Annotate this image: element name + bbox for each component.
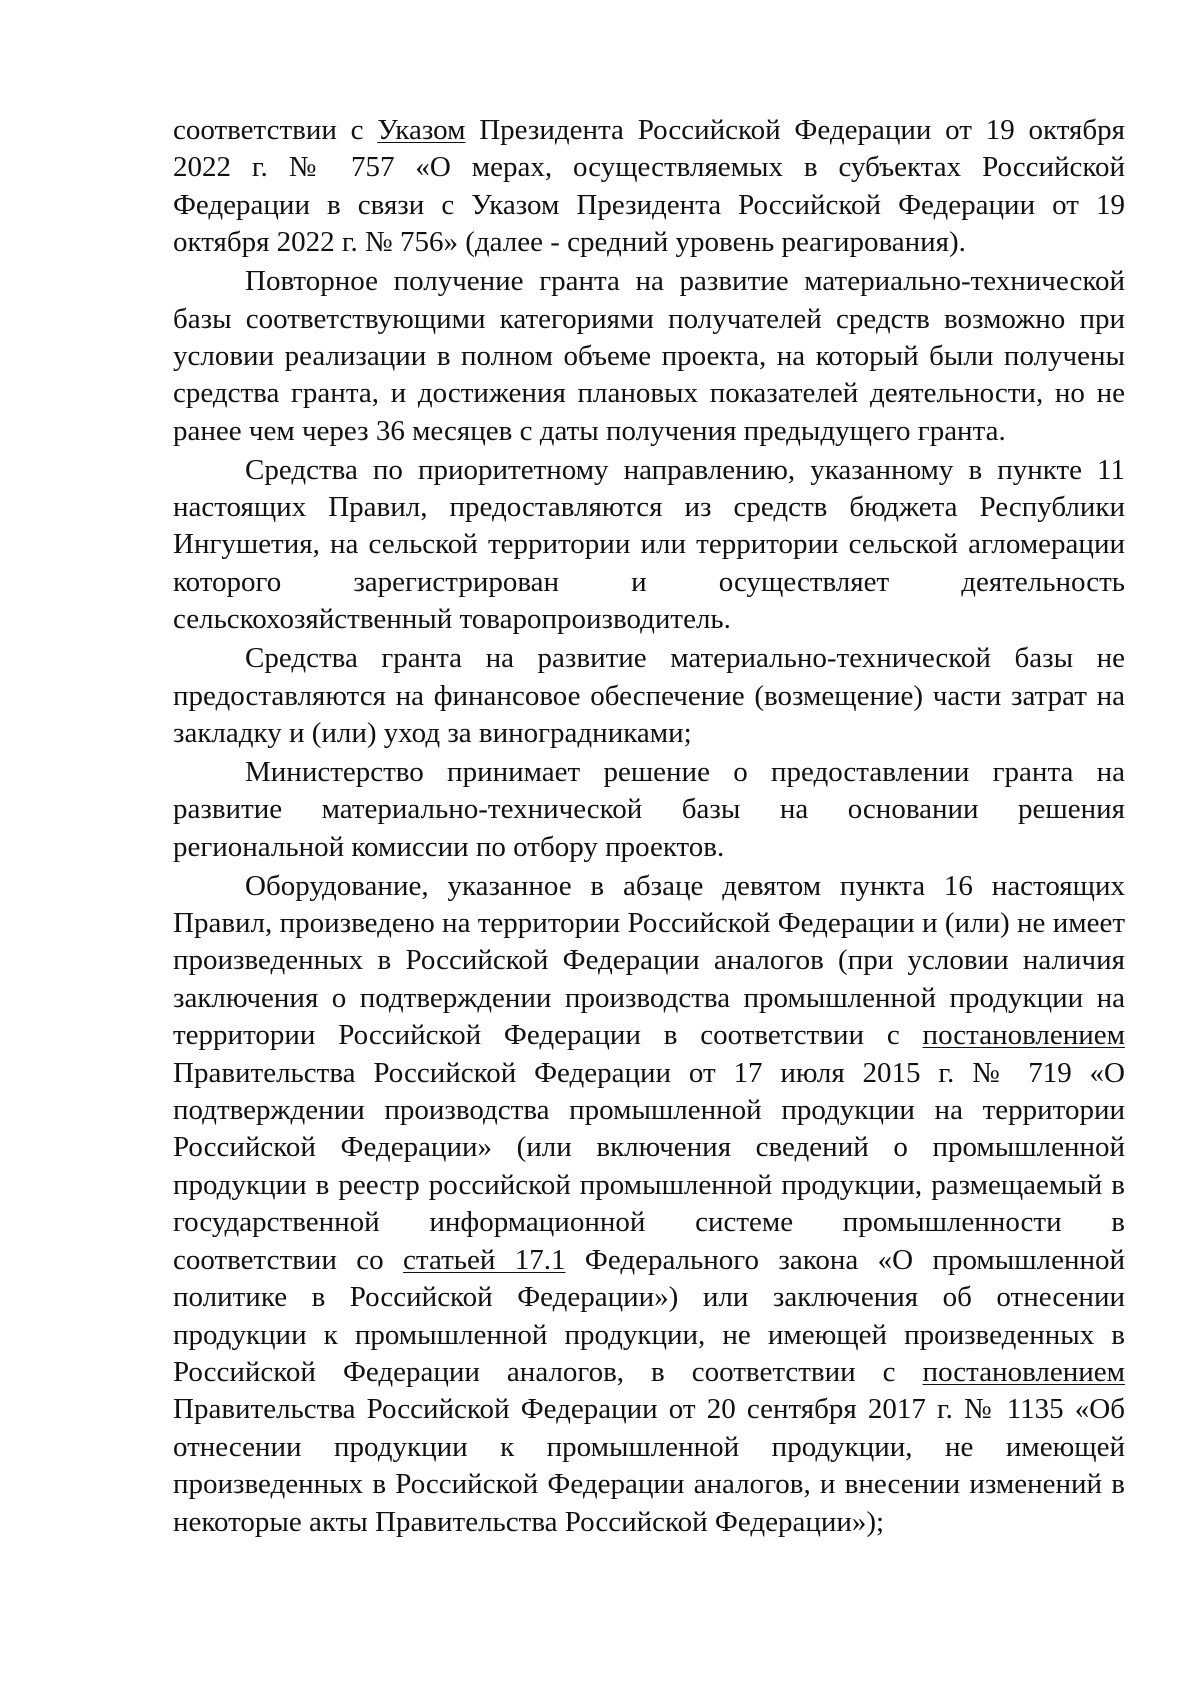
paragraph bbox=[173, 112, 1125, 262]
paragraph bbox=[173, 640, 1125, 752]
article-link[interactable]: статьей 17.1 bbox=[403, 1243, 566, 1276]
paragraph-text: Президента Российской Федерации от 19 октября 2022 г. № 757 «О мерах, осуществляемых в субъектах Российской Федерации в связи с Указом Президента Российской Федерации от 19 октября 2022 г. № 756» (далее - средний уровень реагирования). bbox=[173, 114, 1125, 259]
paragraph-text: Средства гранта на развитие материально-технической базы не предоставляются на финансовое обеспечение (возмещение) части затрат на закладку и (или) уход за виноградниками; bbox=[173, 642, 1125, 749]
paragraph-text: Оборудование, указанное в абзаце девятом пункта 16 настоящих Правил, произведено на территории Российской Федерации и (или) не имеет произведенных в Российской Федерации аналогов (при условии наличия заключения о подтверждении производства промышленной продукции на территории Российской Федерации в соответствии с bbox=[173, 869, 1125, 1052]
paragraph bbox=[173, 754, 1125, 866]
paragraph-text: Правительства Российской Федерации от 20 сентября 2017 г. № 1135 «Об отнесении продукции к промышленной продукции, не имеющей произведенных в Российской Федерации аналогов, и внесении изменений в некоторые акты Правительства Российской Федерации»); bbox=[173, 1393, 1125, 1538]
paragraph bbox=[173, 263, 1125, 450]
paragraph-text: Правительства Российской Федерации от 17 июля 2015 г. № 719 «О подтверждении производства промышленной продукции на территории Российской Федерации» (или включения сведений о промышленной продукции в реестр российской промышленной продукции, размещаемый в государственной информационной системе промышленности в соответствии со bbox=[173, 1056, 1125, 1276]
resolution-link[interactable]: постановлением bbox=[922, 1019, 1125, 1052]
resolution-link[interactable]: постановлением bbox=[922, 1355, 1125, 1388]
paragraph-text: Федерального закона «О промышленной политике в Российской Федерации») или заключения об отнесении продукции к промышленной продукции, не имеющей произведенных в Российской Федерации аналогов, в соответствии с bbox=[173, 1243, 1125, 1388]
paragraph-text: Министерство принимает решение о предоставлении гранта на развитие материально-технической базы на основании решения региональной комиссии по отбору проектов. bbox=[173, 755, 1125, 863]
decree-link[interactable]: Указом bbox=[377, 114, 466, 146]
paragraph-text: Повторное получение гранта на развитие материально-технической базы соответствующими категориями получателей средств возможно при условии реализации в полном объеме проекта, на который были получены средства гранта, и достижения плановых показателей деятельности, но не ранее чем через 36 месяцев с даты получения предыдущего гранта. bbox=[173, 265, 1125, 447]
paragraph-text: Средства по приоритетному направлению, указанному в пункте 11 настоящих Правил, предоставляются из средств бюджета Республики Ингушетия, на сельской территории или территории сельской агломерации которого зарегистрирован и осуществляет деятельность сельскохозяйственный товаропроизводитель. bbox=[173, 453, 1125, 636]
paragraph bbox=[173, 452, 1125, 639]
paragraph-text: соответствии с bbox=[173, 114, 378, 146]
document-body bbox=[173, 112, 1125, 1542]
paragraph bbox=[173, 868, 1125, 1541]
